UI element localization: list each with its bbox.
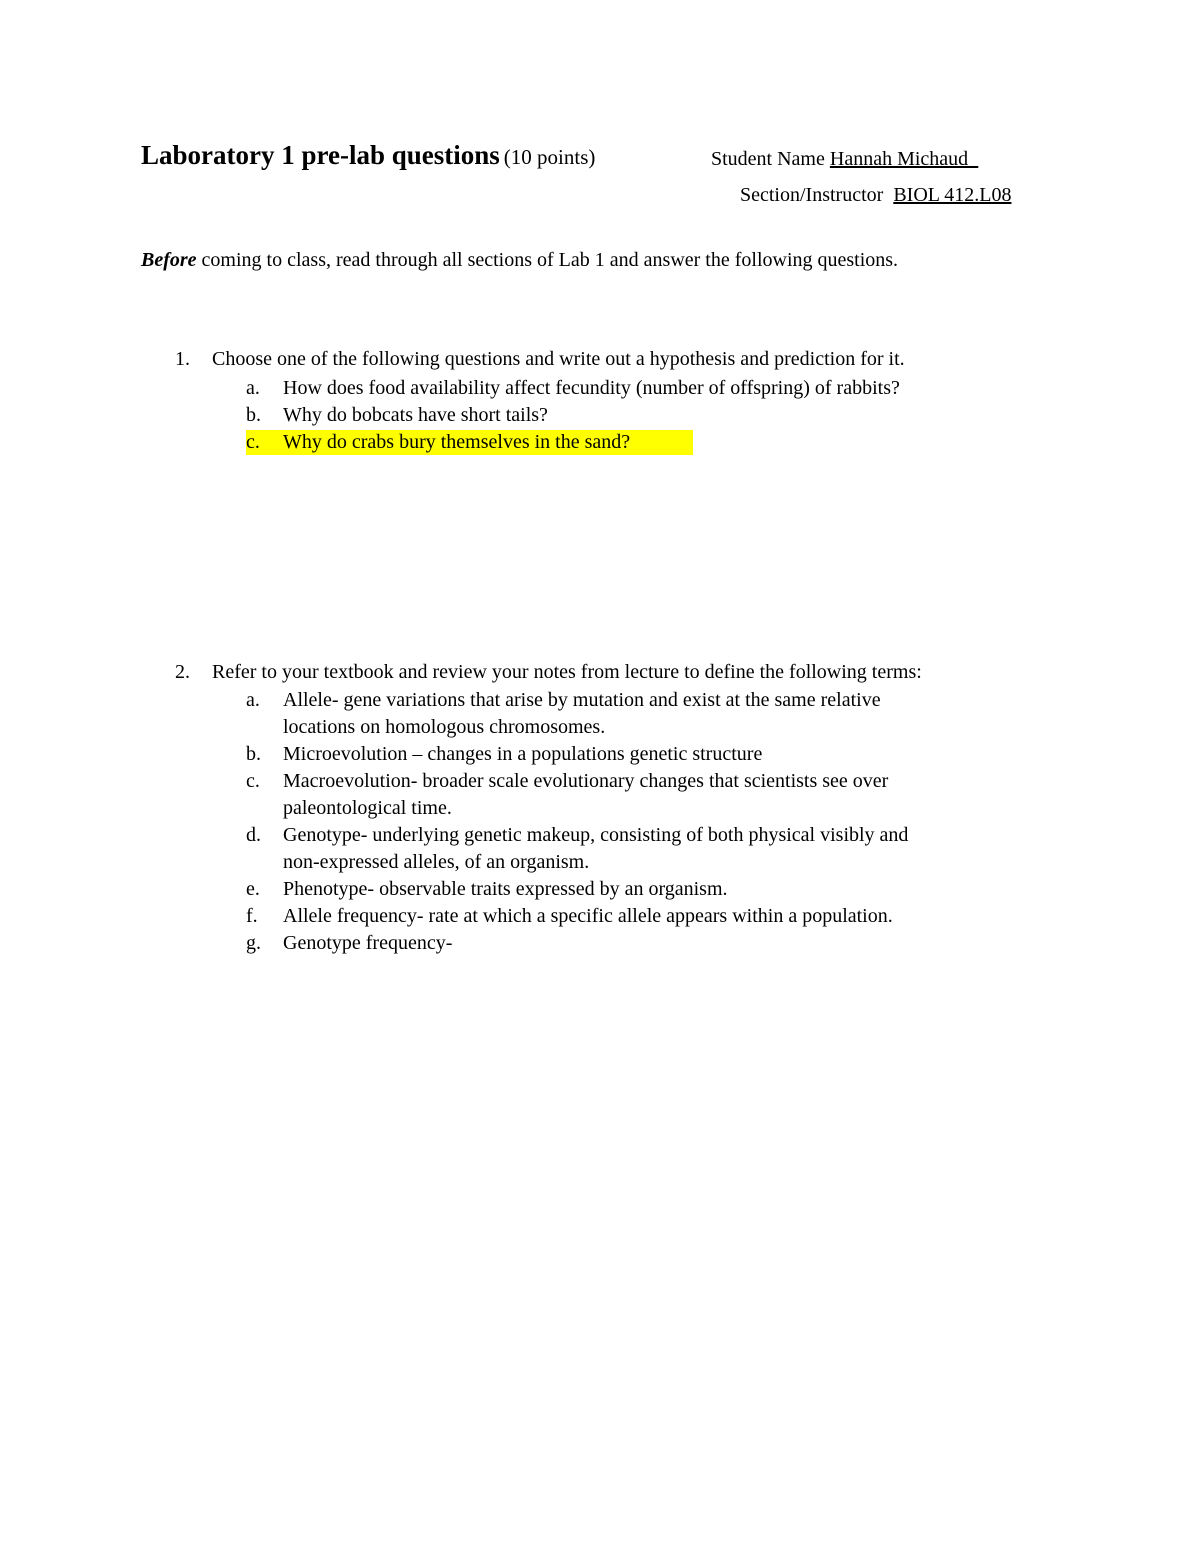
list-item bbox=[246, 687, 1066, 714]
option-letter: b. bbox=[246, 404, 261, 426]
term-text: Phenotype- observable traits expressed by an organism. bbox=[283, 878, 728, 900]
term-text: Genotype- underlying genetic makeup, consisting of both physical visibly and bbox=[283, 824, 909, 846]
term-text: Allele frequency- rate at which a specific allele appears within a population. bbox=[283, 905, 893, 927]
student-name-label: Student Name bbox=[711, 148, 830, 170]
section-instructor-line bbox=[740, 184, 1011, 207]
question-number: 1. bbox=[175, 348, 190, 370]
term-letter: e. bbox=[246, 878, 260, 900]
option-letter: c. bbox=[246, 431, 260, 453]
list-item bbox=[246, 402, 1066, 429]
section-label: Section/Instructor bbox=[740, 184, 894, 206]
instructions-text: coming to class, read through all sections of Lab 1 and answer the following questions. bbox=[196, 249, 899, 271]
term-letter: f. bbox=[246, 905, 258, 927]
question-text: Refer to your textbook and review your notes from lecture to define the following terms: bbox=[212, 661, 922, 683]
option-text: Why do bobcats have short tails? bbox=[283, 404, 548, 426]
student-name-value: Hannah Michaud_ bbox=[829, 148, 979, 170]
term-letter: g. bbox=[246, 932, 261, 954]
question-number: 2. bbox=[175, 661, 190, 683]
term-text: Macroevolution- broader scale evolutionary changes that scientists see over bbox=[283, 770, 889, 792]
instructions bbox=[141, 249, 898, 272]
term-text-continued: locations on homologous chromosomes. bbox=[283, 716, 606, 738]
term-letter: c. bbox=[246, 770, 260, 792]
option-letter: a. bbox=[246, 377, 260, 399]
question-2 bbox=[175, 659, 1075, 686]
list-item bbox=[246, 903, 1066, 930]
question-text: Choose one of the following questions and write out a hypothesis and prediction for it. bbox=[212, 348, 905, 370]
list-item-continuation bbox=[246, 849, 1066, 876]
list-item bbox=[246, 876, 1066, 903]
list-item bbox=[246, 741, 1066, 768]
instructions-emphasis: Before bbox=[141, 249, 197, 271]
term-text-continued: non-expressed alleles, of an organism. bbox=[283, 851, 590, 873]
option-text: How does food availability affect fecundity (number of offspring) of rabbits? bbox=[283, 377, 900, 399]
term-text-continued: paleontological time. bbox=[283, 797, 452, 819]
question-1 bbox=[175, 346, 1075, 373]
title-text: Laboratory 1 pre-lab questions bbox=[141, 140, 500, 170]
student-name-line bbox=[711, 148, 978, 171]
term-text: Allele- gene variations that arise by mutation and exist at the same relative bbox=[283, 689, 881, 711]
term-letter: d. bbox=[246, 824, 261, 846]
list-item-continuation bbox=[246, 795, 1066, 822]
list-item bbox=[246, 375, 1066, 402]
list-item-continuation bbox=[246, 714, 1066, 741]
list-item bbox=[246, 822, 1066, 849]
list-item bbox=[246, 768, 1066, 795]
term-text: Genotype frequency- bbox=[283, 932, 453, 954]
term-text: Microevolution – changes in a populations genetic structure bbox=[283, 743, 763, 765]
term-letter: a. bbox=[246, 689, 260, 711]
page-title bbox=[141, 140, 595, 171]
list-item-highlighted bbox=[246, 429, 1066, 456]
section-value: BIOL 412.L08 bbox=[893, 184, 1012, 206]
list-item bbox=[246, 930, 1066, 957]
term-letter: b. bbox=[246, 743, 261, 765]
option-text: Why do crabs bury themselves in the sand? bbox=[283, 431, 631, 453]
title-points: (10 points) bbox=[503, 145, 596, 169]
